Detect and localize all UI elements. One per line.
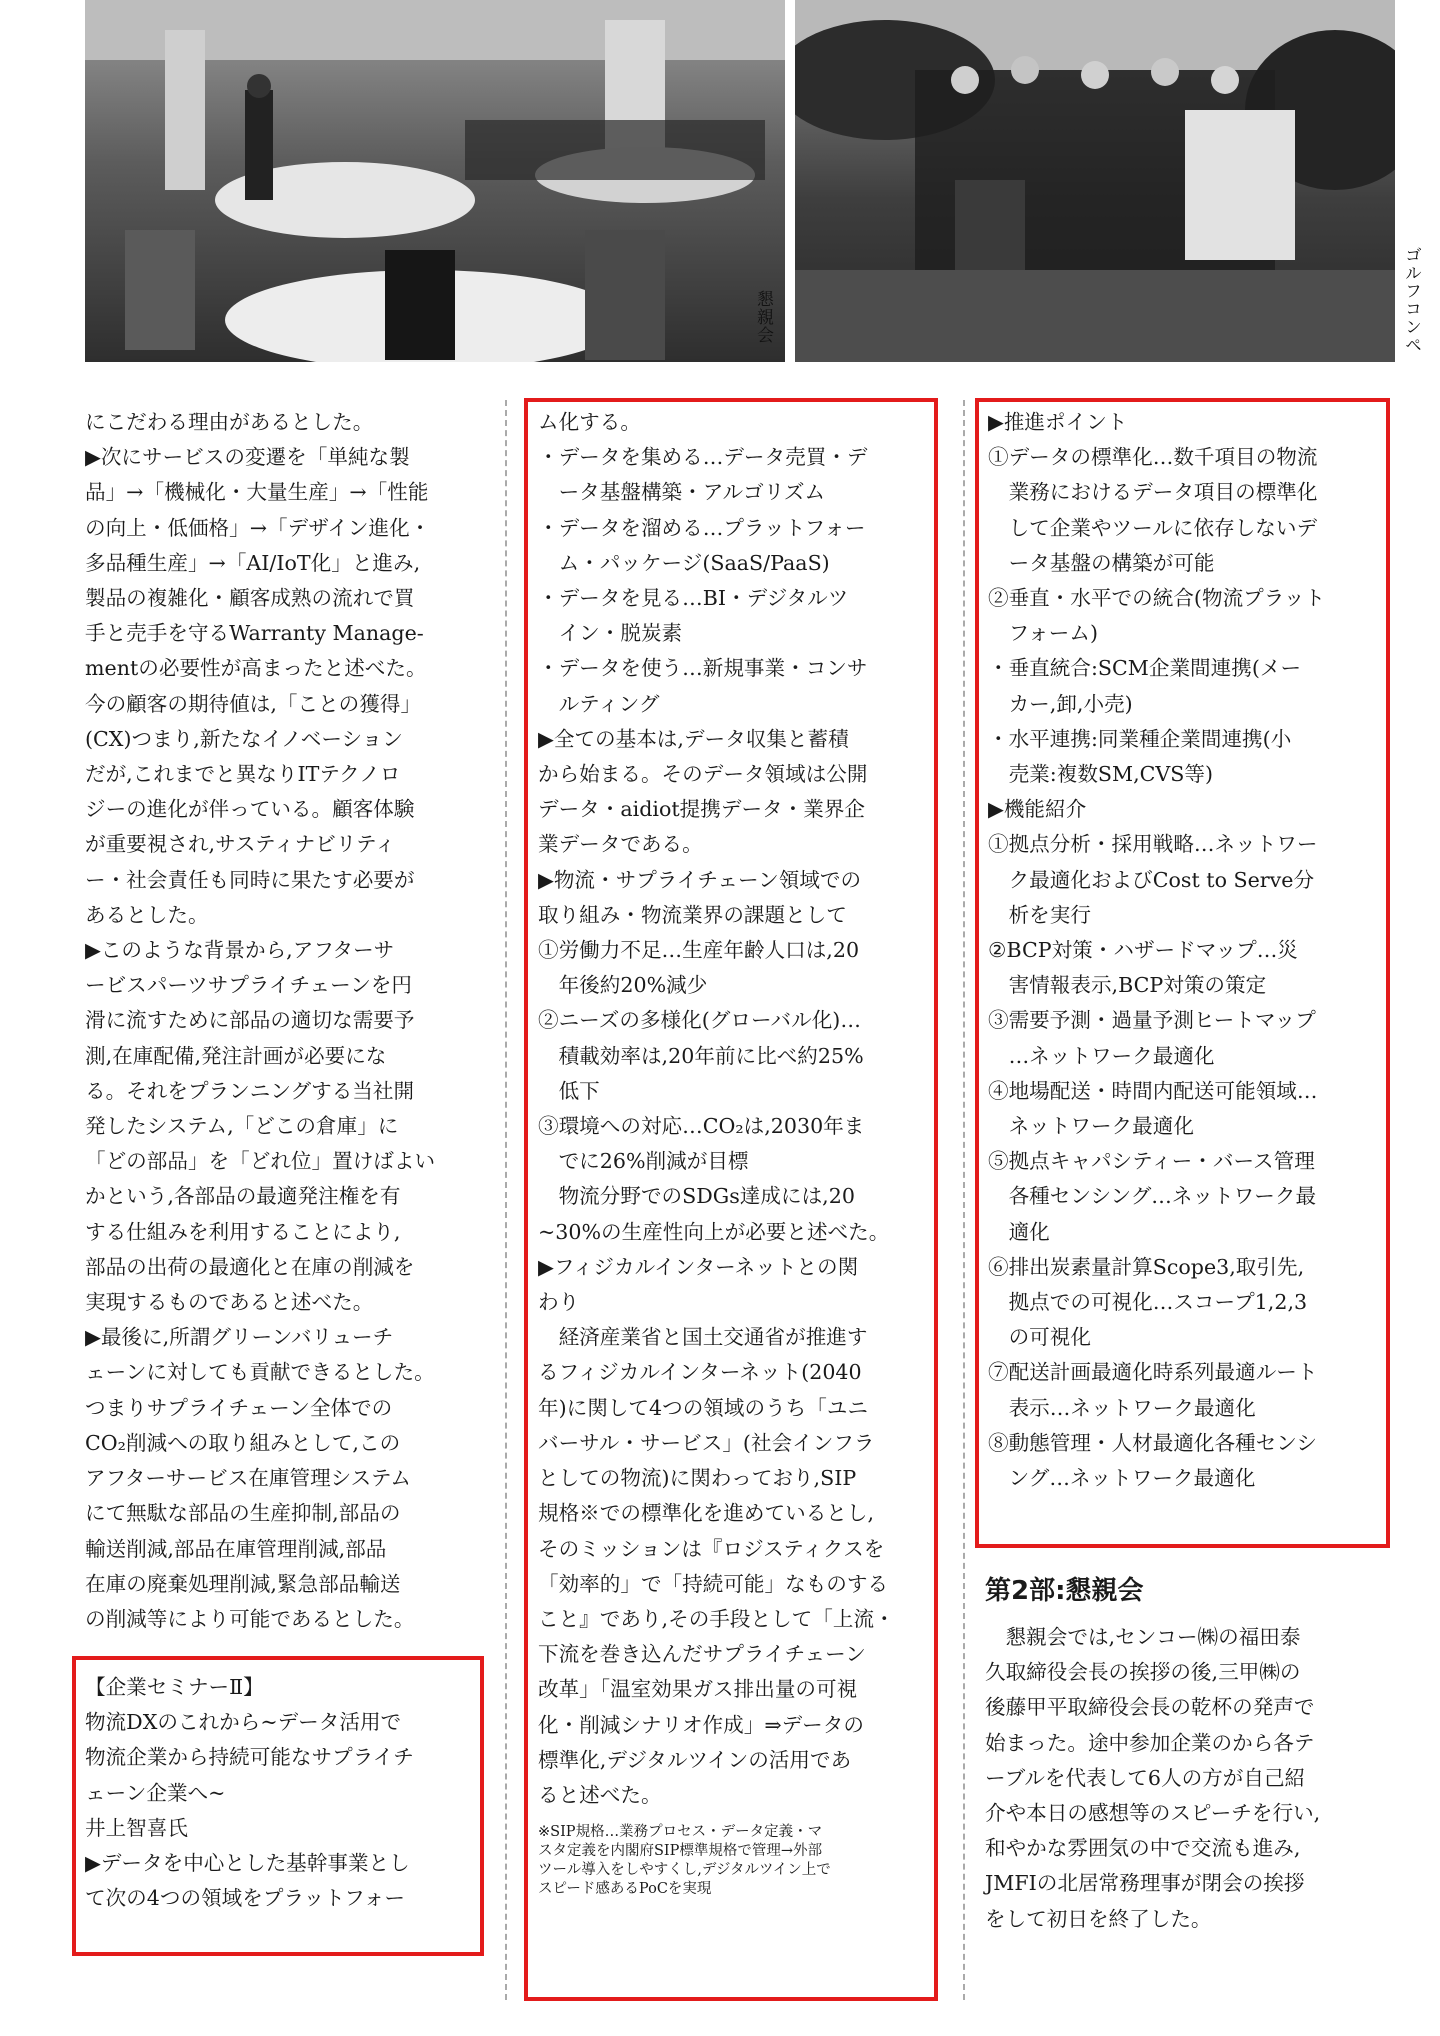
text-line: 低下 [538, 1078, 600, 1103]
text-line: 手と売手を守るWarranty Manage- [85, 621, 424, 646]
text-line: 「効率的」で「持続可能」なものする [538, 1571, 889, 1596]
text-line: ・データを集める…データ売買・デ [538, 445, 868, 470]
text-line: ・データを見る…BI・デジタルツ [538, 586, 849, 611]
text-line: 表示…ネットワーク最適化 [988, 1395, 1256, 1420]
text-line: ーブルを代表して6人の方が自己紹 [985, 1765, 1306, 1790]
article-column-2 [538, 405, 928, 1899]
text-line: mentの必要性が高まったと述べた。 [85, 656, 427, 681]
text-line: …ネットワーク最適化 [988, 1043, 1215, 1068]
text-line: ▶このような背景から,アフターサ [85, 938, 395, 963]
text-line: 滑に流すために部品の適切な需要予 [85, 1008, 415, 1033]
text-line: バーサル・サービス」(社会インフラ [538, 1430, 875, 1455]
text-line: (CX)つまり,新たなイノベーション [85, 726, 403, 751]
text-line: 年後約20%減少 [538, 973, 708, 998]
text-line: ータ基盤の構築が可能 [988, 550, 1215, 575]
article-column-1 [85, 405, 495, 1637]
banquet-photo [85, 0, 785, 362]
text-line: ク最適化およびCost to Serve分 [988, 867, 1315, 892]
text-line: だが,これまでと異なりITテクノロ [85, 762, 401, 787]
text-line: ェーン企業へ~ [85, 1780, 226, 1805]
text-line: ②垂直・水平での統合(物流プラット [988, 586, 1326, 611]
text-line: アフターサービス在庫管理システム [85, 1466, 411, 1491]
banquet-paragraph [985, 1620, 1385, 1937]
text-line: でに26%削減が目標 [538, 1149, 749, 1174]
text-line: 売業:複数SM,CVS等) [988, 762, 1214, 787]
text-line: ツール導入をしやすくし,デジタルツイン上で [538, 1862, 831, 1879]
text-line: ①データの標準化…数千項目の物流 [988, 445, 1318, 470]
text-line: 取り組み・物流業界の課題として [538, 902, 847, 927]
text-line: 和やかな雰囲気の中で交流も進み, [985, 1836, 1301, 1861]
text-line: フォーム) [988, 621, 1098, 646]
text-line: 多品種生産」→「AI/IoT化」と進み, [85, 550, 421, 575]
text-line: あるとした。 [85, 902, 209, 927]
seminar-title-block [85, 1670, 475, 1916]
text-line: 品」→「機械化・大量生産」→「性能 [85, 480, 429, 505]
text-line: スタ定義を内閣府SIP標準規格で管理→外部 [538, 1843, 823, 1860]
text-line: 井上智喜氏 [85, 1815, 188, 1840]
text-line: ルティング [538, 691, 660, 716]
text-line: 始まった。途中参加企業のから各テ [985, 1730, 1315, 1755]
text-line: 標準化,デジタルツインの活用であ [538, 1747, 852, 1772]
text-line: 析を実行 [988, 902, 1091, 927]
text-line: ム・パッケージ(SaaS/PaaS) [538, 550, 830, 575]
text-line: データ・aidiot提携データ・業界企 [538, 797, 866, 822]
text-line: こと』であり,その手段として「上流・ [538, 1606, 895, 1631]
column-2-text [538, 405, 928, 1813]
text-line: 部品の出荷の最適化と在庫の削減を [85, 1254, 415, 1279]
text-line: ・データを使う…新規事業・コンサ [538, 656, 868, 681]
text-line: ※SIP規格…業務プロセス・データ定義・マ [538, 1824, 823, 1841]
text-line: ~30%の生産性向上が必要と述べた。 [538, 1219, 890, 1244]
text-line: ④地場配送・時間内配送可能領域… [988, 1078, 1318, 1103]
text-line: が重要視され,サスティナビリティ [85, 832, 396, 857]
text-line: ・水平連携:同業種企業間連携(小 [988, 726, 1292, 751]
text-line: カー,卸,小売) [988, 691, 1133, 716]
text-line: る。それをプランニングする当社開 [85, 1078, 415, 1103]
text-line: 適化 [988, 1219, 1050, 1244]
text-line: ▶データを中心とした基幹事業とし [85, 1851, 410, 1876]
text-line: 測,在庫配備,発注計画が必要にな [85, 1043, 387, 1068]
text-line: 拠点での可視化…スコープ1,2,3 [988, 1290, 1308, 1315]
text-line: ェーンに対しても貢献できるとした。 [85, 1360, 435, 1385]
text-line: CO₂削減への取り組みとして,この [85, 1430, 401, 1455]
column-1-text [85, 405, 495, 1637]
text-line: ▶推進ポイント [988, 410, 1128, 434]
text-line: そのミッションは『ロジスティクスを [538, 1536, 885, 1561]
golf-caption: ゴルフコンペ [1401, 246, 1421, 354]
text-line: ①労働力不足…生産年齢人口は,20 [538, 938, 860, 963]
text-line: 害情報表示,BCP対策の策定 [988, 973, 1267, 998]
text-line: 業務におけるデータ項目の標準化 [988, 480, 1318, 505]
section-heading-part2: 第2部:懇親会 [985, 1576, 1144, 1606]
banquet-caption: 懇親会 [753, 290, 773, 344]
text-line: をして初日を終了した。 [985, 1906, 1212, 1931]
text-line: ▶次にサービスの変遷を「単純な製 [85, 445, 410, 470]
text-line: ②ニーズの多様化(グローバル化)… [538, 1008, 861, 1033]
text-line: 物流分野でのSDGs達成には,20 [538, 1184, 855, 1209]
text-line: ▶物流・サプライチェーン領域での [538, 867, 862, 892]
text-line: にて無駄な部品の生産抑制,部品の [85, 1501, 401, 1526]
seminar-text [85, 1670, 475, 1916]
text-line: にこだわる理由があるとした。 [85, 410, 374, 434]
text-line: 物流DXのこれから~データ活用で [85, 1710, 402, 1735]
golf-photo [795, 0, 1395, 362]
text-line: るフィジカルインターネット(2040 [538, 1360, 862, 1385]
text-line: としての物流)に関わっており,SIP [538, 1466, 857, 1491]
banquet-text [985, 1620, 1385, 1937]
text-line: ①拠点分析・採用戦略…ネットワー [988, 832, 1318, 857]
text-line: つまりサプライチェーン全体での [85, 1395, 393, 1420]
text-line: スピード感あるPoCを実現 [538, 1881, 712, 1898]
text-line: ▶フィジカルインターネットとの関 [538, 1254, 859, 1279]
text-line: 化・削減シナリオ作成」⇒データの [538, 1712, 864, 1737]
text-line: わり [538, 1290, 580, 1315]
column-divider-2 [963, 400, 965, 2000]
sip-footnote [538, 1823, 928, 1899]
text-line: 久取締役会長の挨拶の後,三甲㈱の [985, 1660, 1301, 1685]
text-line: 規格※での標準化を進めているとし, [538, 1501, 875, 1526]
text-line: ▶機能紹介 [988, 797, 1087, 822]
text-line: ・データを溜める…プラットフォー [538, 515, 866, 540]
text-line: して企業やツールに依存しないデ [988, 515, 1318, 540]
text-line: JMFIの北居常務理事が閉会の挨拶 [985, 1871, 1305, 1896]
text-line: 年)に関して4つの領域のうち「ユニ [538, 1395, 869, 1420]
text-line: 経済産業省と国土交通省が推進す [538, 1325, 868, 1350]
text-line: 発したシステム,「どこの倉庫」に [85, 1114, 399, 1139]
text-line: の可視化 [988, 1325, 1091, 1350]
text-line: ▶全ての基本は,データ収集と蓄積 [538, 726, 849, 751]
text-line: 【企業セミナーⅡ】 [85, 1675, 264, 1699]
text-line: 物流企業から持続可能なサプライチ [85, 1745, 414, 1770]
text-line: 各種センシング…ネットワーク最 [988, 1184, 1317, 1209]
text-line: ⑤拠点キャパシティー・バース管理 [988, 1149, 1315, 1174]
text-line: イン・脱炭素 [538, 621, 683, 646]
text-line: ー・社会責任も同時に果たす必要が [85, 867, 415, 892]
text-line: 今の顧客の期待値は,「ことの獲得」 [85, 691, 422, 716]
text-line: する仕組みを利用することにより, [85, 1219, 401, 1244]
text-line: 介や本日の感想等のスピーチを行い, [985, 1801, 1321, 1826]
text-line: 改革」「温室効果ガス排出量の可視 [538, 1677, 858, 1702]
text-line: ると述べた。 [538, 1782, 662, 1807]
text-line: 後藤甲平取締役会長の乾杯の発声で [985, 1695, 1315, 1720]
column-3-text [988, 405, 1383, 1496]
text-line: ング…ネットワーク最適化 [988, 1466, 1256, 1491]
text-line: ▶最後に,所謂グリーンバリューチ [85, 1325, 394, 1350]
text-line: 在庫の廃棄処理削減,緊急部品輸送 [85, 1571, 401, 1596]
text-line: の向上・低価格」→「デザイン進化・ [85, 515, 431, 540]
text-line: ービスパーツサプライチェーンを円 [85, 973, 413, 998]
text-line: 製品の複雑化・顧客成熟の流れで買 [85, 586, 415, 611]
text-line: ⑥排出炭素量計算Scope3,取引先, [988, 1254, 1305, 1279]
text-line: ③需要予測・過量予測ヒートマップ [988, 1008, 1316, 1033]
article-column-3 [988, 405, 1383, 1496]
text-line: ・垂直統合:SCM企業間連携(メー [988, 656, 1302, 681]
text-line: 積載効率は,20年前に比べ約25% [538, 1043, 864, 1068]
text-line: 実現するものであると述べた。 [85, 1290, 374, 1315]
text-line: かという,各部品の最適発注権を有 [85, 1184, 401, 1209]
text-line: 下流を巻き込んだサプライチェーン [538, 1642, 866, 1667]
text-line: 業データである。 [538, 832, 703, 857]
column-divider-1 [505, 400, 507, 2000]
text-line: ネットワーク最適化 [988, 1114, 1194, 1139]
text-line: ⑧動態管理・人材最適化各種センシ [988, 1430, 1317, 1455]
text-line: 懇親会では,センコー㈱の福田泰 [985, 1625, 1301, 1649]
text-line: ジーの進化が伴っている。顧客体験 [85, 797, 415, 822]
text-line: ム化する。 [538, 410, 641, 434]
text-line: 「どの部品」を「どれ位」置けばよい [85, 1149, 436, 1174]
text-line: ータ基盤構築・アルゴリズム [538, 480, 826, 505]
text-line: から始まる。そのデータ領域は公開 [538, 762, 868, 787]
text-line: ②BCP対策・ハザードマップ…災 [988, 938, 1298, 963]
text-line: て次の4つの領域をプラットフォー [85, 1886, 405, 1911]
text-line: ⑦配送計画最適化時系列最適ルート [988, 1360, 1318, 1385]
text-line: ③環境への対応…CO₂は,2030年ま [538, 1114, 865, 1139]
text-line: 輸送削減,部品在庫管理削減,部品 [85, 1536, 387, 1561]
text-line: の削減等により可能であるとした。 [85, 1606, 415, 1631]
